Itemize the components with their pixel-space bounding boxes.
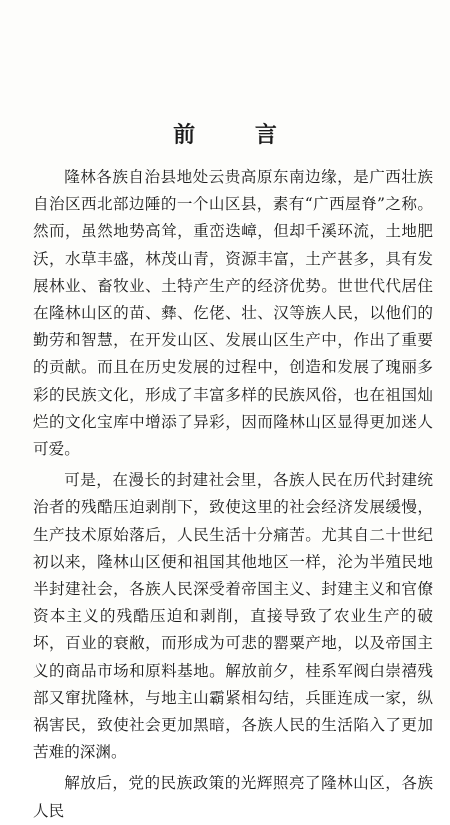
page-title: 前 言: [173, 122, 303, 148]
paragraph-1: 隆林各族自治县地处云贵高原东南边缘，是广西壮族自治区西北部边陲的一个山区县，素有“广西屋脊”之称。然而，虽然地势高耸，重峦迭嶂，但却千溪环流，土地肥沃，水草丰盛，林茂山青，资源丰富，土产甚多，具有发展林业、畜牧业、土特产生产的经济优势。世世代代居住在隆林山区的苗、彝、仡佬、壮、汉等族人民，以他们的勤劳和智慧，在开发山区、发展山区生产中，作出了重要的贡献。而且在历史发展的过程中，创造和发展了瑰丽多彩的民族文化，形成了丰富多样的民族风俗，也在祖国灿烂的文化宝库中增添了异彩，因而隆林山区显得更加迷人可爱。: [33, 168, 433, 459]
paragraph-2: 可是，在漫长的封建社会里，各族人民在历代封建统治者的残酷压迫剥削下，致使这里的社会经济发展缓慢，生产技术原始落后，人民生活十分痛苦。尤其自二十世纪初以来，隆林山区便和祖国其他地区一样，沦为半殖民地半封建社会，各族人民深受着帝国主义、封建主义和官僚资本主义的残酷压迫和剥削，直接导致了农业生产的破坏，百业的衰敝，而形成为可悲的罂粟产地，以及帝国主义的商品市场和原料基地。解放前夕，桂系军阀白崇禧残部又窜扰隆林，与地主山霸紧相勾结，兵匪连成一家，纵祸害民，致使社会更加黑暗，各族人民的生活陷入了更加苦难的深渊。: [33, 471, 433, 762]
paragraph-3: 解放后，党的民族政策的光辉照亮了隆林山区，各族人民: [33, 774, 433, 820]
body-text: [33, 164, 433, 825]
